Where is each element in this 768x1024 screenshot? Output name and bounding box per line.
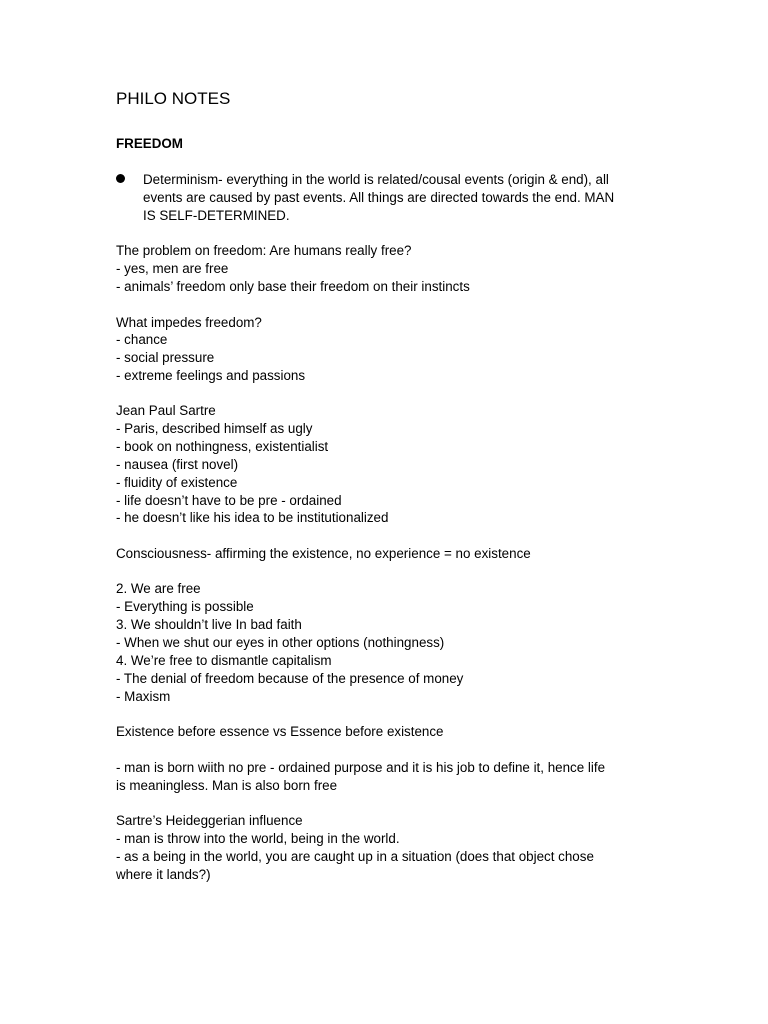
text-line: - Maxism — [116, 689, 171, 704]
text-line: The problem on freedom: Are humans really free? — [116, 243, 412, 258]
text-line: - as a being in the world, you are caught up in a situation (does that object chose — [116, 849, 594, 864]
text-line: - Paris, described himself as ugly — [116, 421, 313, 436]
text-line: Existence before essence vs Essence before existence — [116, 724, 444, 739]
text-line: where it lands?) — [116, 867, 211, 882]
text-line: - yes, men are free — [116, 261, 229, 276]
text-line: - When we shut our eyes in other options (nothingness) — [116, 635, 445, 650]
page-title: PHILO NOTES — [116, 89, 231, 108]
text-line: - nausea (first novel) — [116, 457, 239, 472]
text-line: 3. We shouldn’t live In bad faith — [116, 617, 302, 632]
bullet-line: events are caused by past events. All things are directed towards the end. MAN — [143, 190, 615, 205]
text-line: 4. We’re free to dismantle capitalism — [116, 653, 332, 668]
section-heading: FREEDOM — [116, 136, 183, 151]
text-line: Sartre’s Heideggerian influence — [116, 813, 303, 828]
text-line: - man is born wiith no pre - ordained purpose and it is his job to define it, hence life — [116, 760, 606, 775]
text-line: - The denial of freedom because of the presence of money — [116, 671, 464, 686]
text-line: - fluidity of existence — [116, 475, 238, 490]
text-line: - he doesn’t like his idea to be institutionalized — [116, 510, 389, 525]
text-line: 2. We are free — [116, 581, 201, 596]
text-line: Jean Paul Sartre — [116, 403, 216, 418]
text-line: - chance — [116, 332, 168, 347]
text-line: - animals’ freedom only base their freedom on their instincts — [116, 279, 470, 294]
text-line: - extreme feelings and passions — [116, 368, 306, 383]
bullet-line: Determinism- everything in the world is related/cousal events (origin & end), all — [143, 172, 609, 187]
bullet-line: IS SELF-DETERMINED. — [143, 208, 290, 223]
text-line: - life doesn’t have to be pre - ordained — [116, 493, 342, 508]
text-line: - Everything is possible — [116, 599, 254, 614]
text-line: Consciousness- affirming the existence, no experience = no existence — [116, 546, 531, 561]
text-line: - social pressure — [116, 350, 215, 365]
text-line: What impedes freedom? — [116, 315, 262, 330]
text-line: is meaningless. Man is also born free — [116, 778, 338, 793]
bullet-dot-icon — [116, 174, 125, 183]
text-line: - book on nothingness, existentialist — [116, 439, 329, 454]
text-line: - man is throw into the world, being in the world. — [116, 831, 400, 846]
